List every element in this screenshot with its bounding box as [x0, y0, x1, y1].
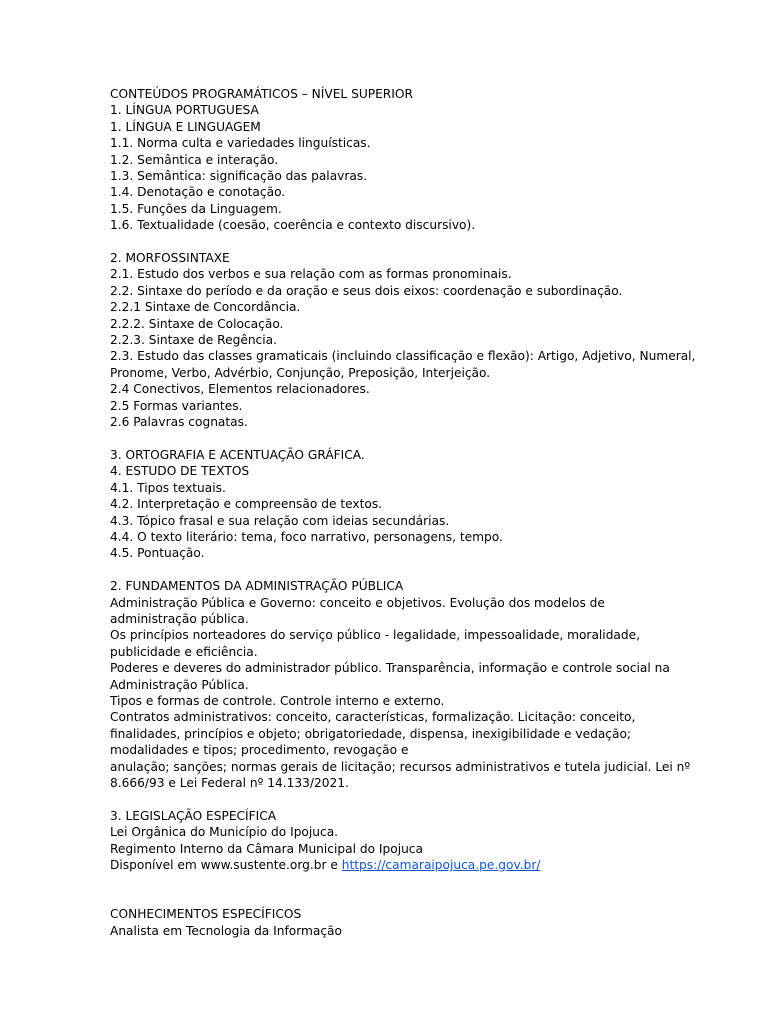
- list-item: 4.3. Tópico frasal e sua relação com ideias secundárias.: [110, 513, 450, 528]
- section-heading-orthography: 3. ORTOGRAFIA E ACENTUAÇÃO GRÁFICA.: [110, 447, 365, 462]
- camara-website-link[interactable]: https://camaraipojuca.pe.gov.br/: [341, 858, 541, 873]
- paragraph-line: modalidades e tipos; procedimento, revogação e: [110, 743, 409, 758]
- section-heading-morphosyntax: 2. MORFOSSINTAXE: [110, 251, 230, 266]
- paragraph-line: publicidade e eficiência.: [110, 644, 258, 659]
- spacer: [110, 791, 670, 807]
- paragraph-line: Administração Pública e Governo: conceito e objetivos. Evolução dos modelos de: [110, 595, 605, 610]
- availability-line: [110, 857, 670, 873]
- paragraph-line: Contratos administrativos: conceito, características, formalização. Licitação: conceito,: [110, 710, 636, 725]
- paragraph-line: Lei Orgânica do Município do Ipojuca.: [110, 825, 339, 840]
- list-item: 1.5. Funções da Linguagem.: [110, 201, 282, 216]
- section-heading-legislation: 3. LEGISLAÇÃO ESPECÍFICA: [110, 808, 277, 823]
- list-item: 2.4 Conectivos, Elementos relacionadores.: [110, 382, 370, 397]
- paragraph-line: anulação; sanções; normas gerais de licitação; recursos administrativos e tutela judicial. Lei nº: [110, 759, 691, 774]
- list-item: 1.6. Textualidade (coesão, coerência e contexto discursivo).: [110, 218, 476, 233]
- paragraph-line: Regimento Interno da Câmara Municipal do Ipojuca: [110, 841, 423, 856]
- paragraph-line: 8.666/93 e Lei Federal nº 14.133/2021.: [110, 776, 349, 791]
- list-item: 2.2. Sintaxe do período e da oração e seus dois eixos: coordenação e subordinação.: [110, 283, 623, 298]
- list-item: Pronome, Verbo, Advérbio, Conjunção, Preposição, Interjeição.: [110, 365, 491, 380]
- list-item: 1.4. Denotação e conotação.: [110, 185, 286, 200]
- section-heading-portuguese: 1. LÍNGUA PORTUGUESA: [110, 103, 259, 118]
- section-heading-text-study: 4. ESTUDO DE TEXTOS: [110, 464, 250, 479]
- spacer: [110, 431, 670, 447]
- list-item: 2.1. Estudo dos verbos e sua relação com as formas pronominais.: [110, 267, 512, 282]
- list-item: 2.2.3. Sintaxe de Regência.: [110, 333, 277, 348]
- document-page: [110, 86, 696, 939]
- list-item: 2.2.2. Sintaxe de Colocação.: [110, 316, 284, 331]
- spacer: [110, 873, 670, 906]
- paragraph-line: Administração Pública.: [110, 677, 249, 692]
- subsection-heading-language: 1. LÍNGUA E LINGUAGEM: [110, 119, 261, 134]
- paragraph-line: finalidades, princípios e objeto; obrigatoriedade, dispensa, inexigibilidade e vedação;: [110, 726, 632, 741]
- list-item: 4.2. Interpretação e compreensão de textos.: [110, 497, 383, 512]
- list-item: 2.5 Formas variantes.: [110, 398, 243, 413]
- paragraph-line: Os princípios norteadores do serviço público - legalidade, impessoalidade, moralidade,: [110, 628, 641, 643]
- section-heading-specific: CONHECIMENTOS ESPECÍFICOS: [110, 907, 302, 922]
- list-item: 2.2.1 Sintaxe de Concordância.: [110, 300, 301, 315]
- list-item: 1.2. Semântica e interação.: [110, 152, 279, 167]
- spacer: [110, 562, 670, 578]
- list-item: 2.3. Estudo das classes gramaticais (incluindo classificação e flexão): Artigo, Adjetivo, Numeral,: [110, 349, 696, 364]
- availability-text: Disponível em www.sustente.org.br e: [110, 858, 342, 873]
- document-title: CONTEÚDOS PROGRAMÁTICOS – NÍVEL SUPERIOR: [110, 87, 413, 101]
- list-item: 1.3. Semântica: significação das palavras.: [110, 169, 368, 184]
- section-heading-administration: 2. FUNDAMENTOS DA ADMINISTRAÇÃO PÚBLICA: [110, 579, 404, 594]
- list-item: 4.1. Tipos textuais.: [110, 480, 226, 495]
- list-item: 4.4. O texto literário: tema, foco narrativo, personagens, tempo.: [110, 529, 503, 544]
- paragraph-line: administração pública.: [110, 611, 249, 626]
- spacer: [110, 234, 670, 250]
- list-item: 2.6 Palavras cognatas.: [110, 415, 248, 430]
- list-item: 4.5. Pontuação.: [110, 546, 205, 561]
- paragraph-line: Tipos e formas de controle. Controle interno e externo.: [110, 693, 445, 708]
- list-item: 1.1. Norma culta e variedades linguísticas.: [110, 136, 371, 151]
- paragraph-line: Poderes e deveres do administrador público. Transparência, informação e controle social na: [110, 661, 670, 676]
- role-title: Analista em Tecnologia da Informação: [110, 923, 342, 938]
